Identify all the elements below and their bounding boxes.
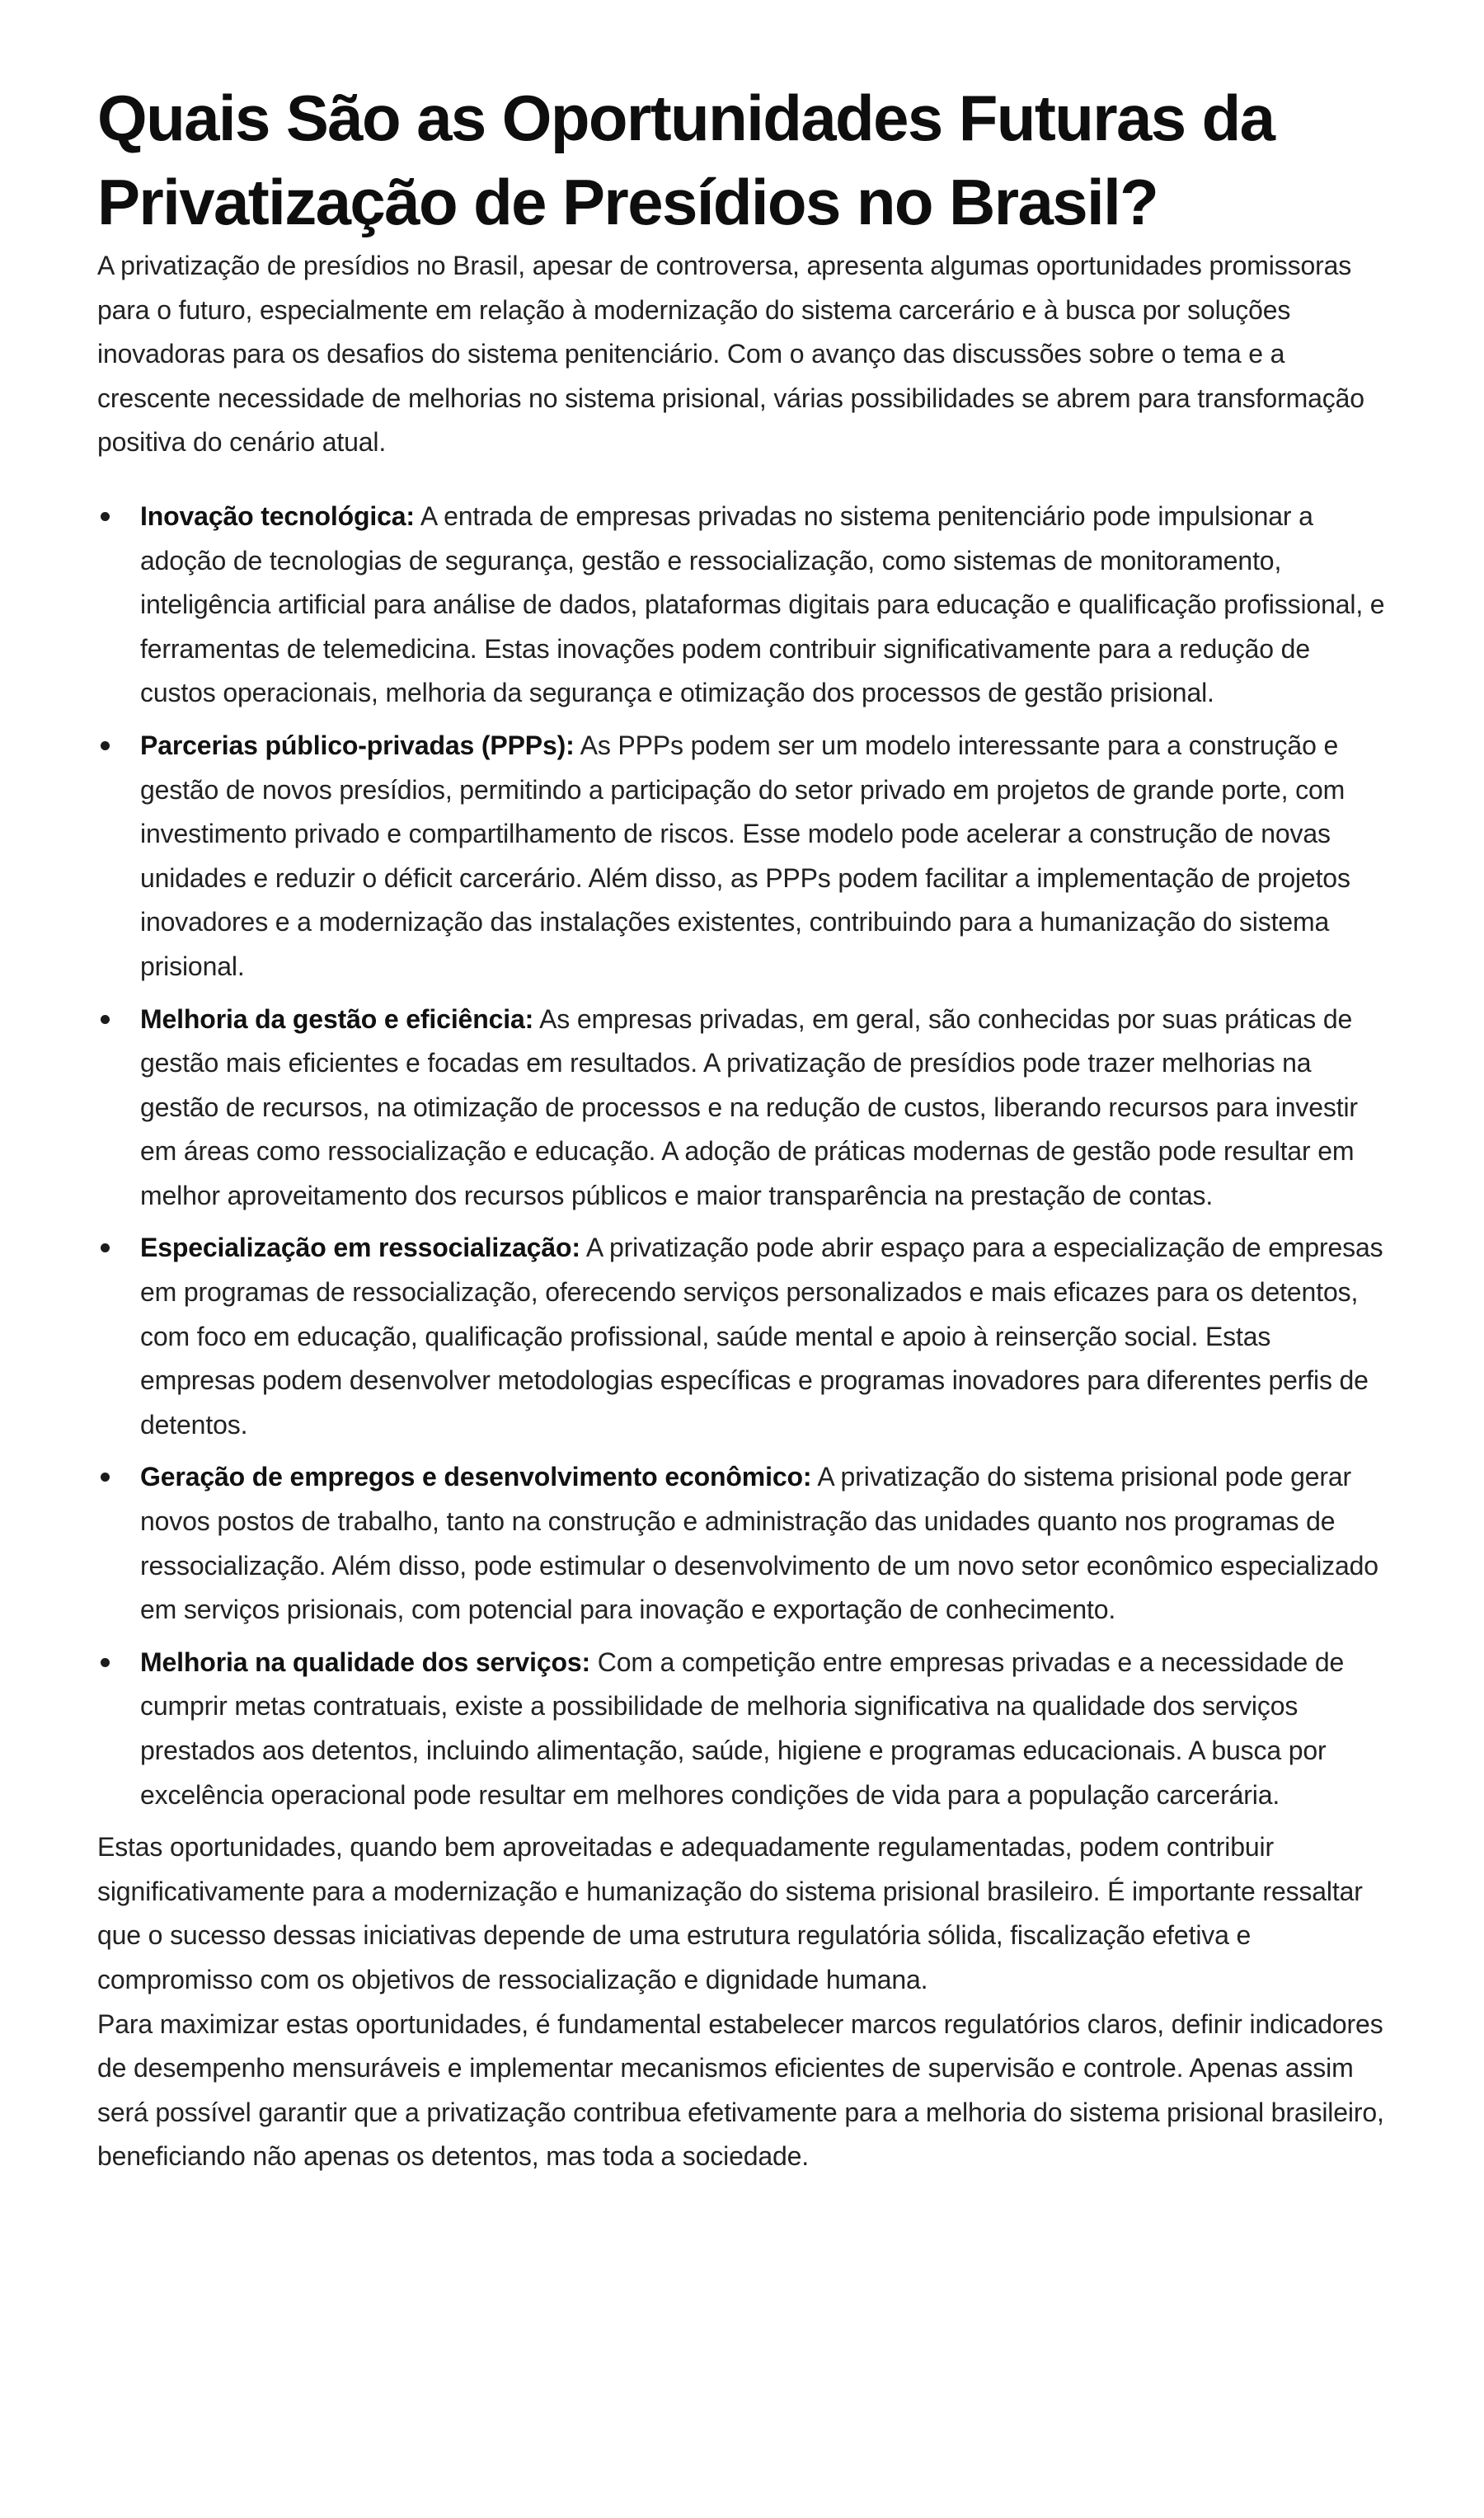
- list-item-text: Com a competição entre empresas privadas e a necessidade de cumprir metas contratuais, existe a possibilidade de melhoria significativa na qualidade dos serviços prestados aos detentos, incluindo alimentação, saúde, higiene e programas educacionais. A busca por excelência operacional pode resultar em melhores condições de vida para a população carcerária.: [140, 1647, 1345, 1810]
- list-item-heading: Geração de empregos e desenvolvimento econômico:: [140, 1462, 812, 1492]
- list-item: [97, 724, 1392, 989]
- bullet-icon: [101, 741, 110, 750]
- list-item-heading: Parcerias público-privadas (PPPs):: [140, 730, 575, 760]
- list-item-text: A privatização do sistema prisional pode gerar novos postos de trabalho, tanto na construção e administração das unidades quanto nos programas de ressocialização. Além disso, pode estimular o desenvolvimento de um novo setor econômico especializado em serviços prisionais, com potencial para inovação e exportação de conhecimento.: [140, 1462, 1378, 1625]
- list-item: [97, 1226, 1392, 1447]
- intro-paragraph: A privatização de presídios no Brasil, apesar de controversa, apresenta algumas oportunidades promissoras para o futuro, especialmente em relação à modernização do sistema carcerário e à busca por soluções inovadoras para os desafios do sistema penitenciário. Com o avanço das discussões sobre o tema e a crescente necessidade de melhorias no sistema prisional, várias possibilidades se abrem para transformação positiva do cenário atual.: [97, 251, 1364, 458]
- closing-paragraph-1: Estas oportunidades, quando bem aproveitadas e adequadamente regulamentadas, podem contribuir significativamente para a modernização e humanização do sistema prisional brasileiro. É importante ressaltar que o sucesso dessas iniciativas depende de uma estrutura regulatória sólida, fiscalização efetiva e compromisso com os objetivos de ressocialização e dignidade humana.: [97, 1832, 1363, 1994]
- list-item: [97, 1455, 1392, 1632]
- list-item-text: A privatização pode abrir espaço para a especialização de empresas em programas de ressocialização, oferecendo serviços personalizados e mais eficazes para os detentos, com foco em educação, qualificação profissional, saúde mental e apoio à reinserção social. Estas empresas podem desenvolver metodologias específicas e programas inovadores para diferentes perfis de detentos.: [140, 1233, 1383, 1440]
- list-item-text: As PPPs podem ser um modelo interessante para a construção e gestão de novos presídios, permitindo a participação do setor privado em projetos de grande porte, com investimento privado e compartilhamento de riscos. Esse modelo pode acelerar a construção de novas unidades e reduzir o déficit carcerário. Além disso, as PPPs podem facilitar a implementação de projetos inovadores e a modernização das instalações existentes, contribuindo para a humanização do sistema prisional.: [140, 730, 1350, 981]
- page-title: Quais São as Oportunidades Futuras da Privatização de Presídios no Brasil?: [97, 82, 1275, 238]
- bullet-icon: [101, 1015, 110, 1024]
- bullet-icon: [101, 1473, 110, 1482]
- bullet-icon: [101, 512, 110, 521]
- closing-paragraph-2: Para maximizar estas oportunidades, é fundamental estabelecer marcos regulatórios claros, definir indicadores de desempenho mensuráveis e implementar mecanismos eficientes de supervisão e controle. Apenas assim será possível garantir que a privatização contribua efetivamente para a melhoria do sistema prisional brasileiro, beneficiando não apenas os detentos, mas toda a sociedade.: [97, 2008, 1384, 2172]
- opportunities-list: [97, 495, 1392, 1817]
- list-item-heading: Melhoria da gestão e eficiência:: [140, 1003, 534, 1034]
- list-item-text: As empresas privadas, em geral, são conhecidas por suas práticas de gestão mais eficientes e focadas em resultados. A privatização de presídios pode trazer melhorias na gestão de recursos, na otimização de processos e na redução de custos, liberando recursos para investir em áreas como ressocialização e educação. A adoção de práticas modernas de gestão pode resultar em melhor aproveitamento dos recursos públicos e maior transparência na prestação de contas.: [140, 1003, 1358, 1210]
- list-item-heading: Especialização em ressocialização:: [140, 1233, 580, 1263]
- bullet-icon: [101, 1243, 110, 1252]
- list-item-text: A entrada de empresas privadas no sistema penitenciário pode impulsionar a adoção de tecnologias de segurança, gestão e ressocialização, como sistemas de monitoramento, inteligência artificial para análise de dados, plataformas digitais para educação e qualificação profissional, e ferramentas de telemedicina. Estas inovações podem contribuir significativamente para a redução de custos operacionais, melhoria da segurança e otimização dos processos de gestão prisional.: [140, 500, 1385, 708]
- list-item: [97, 1641, 1392, 1817]
- list-item-heading: Inovação tecnológica:: [140, 500, 415, 531]
- list-item: [97, 998, 1392, 1219]
- bullet-icon: [101, 1658, 110, 1667]
- list-item: [97, 495, 1392, 716]
- list-item-heading: Melhoria na qualidade dos serviços:: [140, 1647, 591, 1677]
